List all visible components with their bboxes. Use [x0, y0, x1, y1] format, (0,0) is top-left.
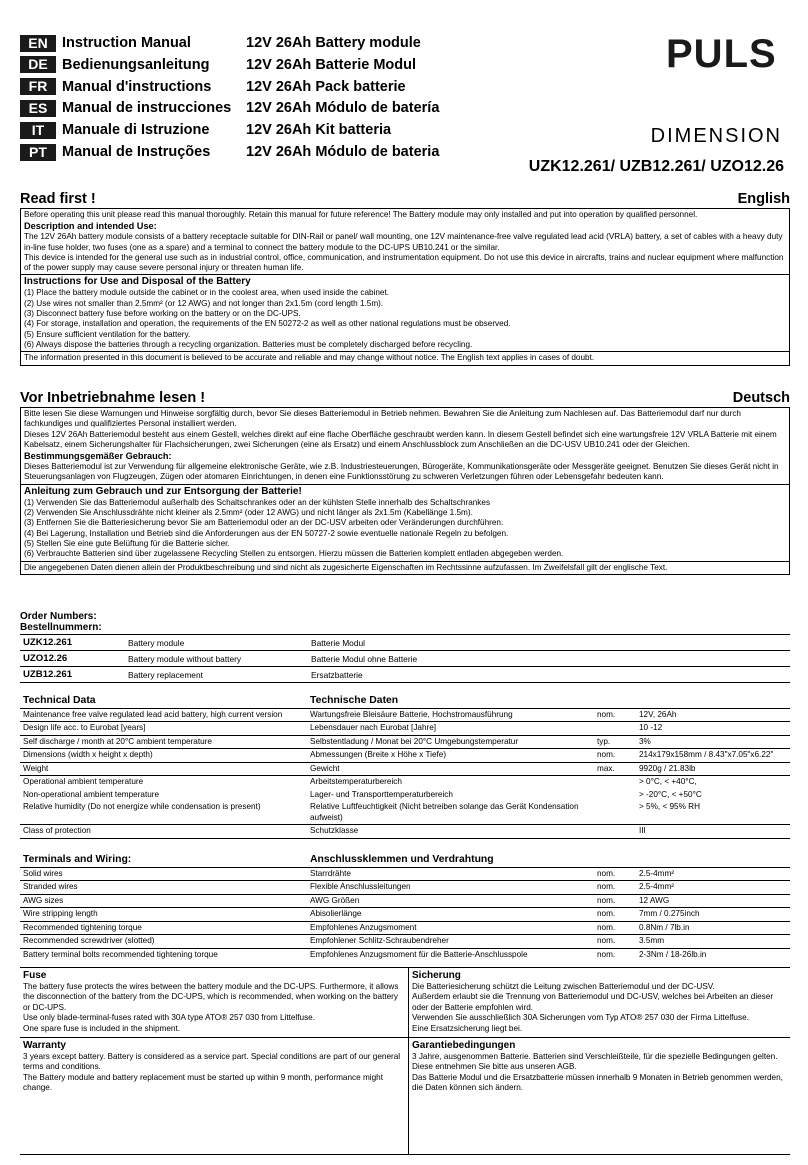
table-row: Non-operational ambient temperature Lager- und Transporttemperaturbereich > -20°C, < +50°C [23, 789, 702, 799]
table-row: Maintenance free valve regulated lead acid battery, high current version Wartungsfreie Bleisäure Batterie, Hochstromausführung nom. 12V, 26Ah [20, 708, 790, 722]
english-instructions-box [20, 208, 790, 366]
anschlussklemmen-heading: Anschlussklemmen und Verdrahtung [307, 852, 594, 867]
product-title: 12V 26Ah Pack batterie [246, 78, 406, 95]
part-numbers: UZK12.261/ UZB12.261/ UZO12.26 [528, 158, 784, 175]
table-row [20, 651, 790, 667]
order-desc-de: Ersatzbatterie [308, 667, 790, 683]
english-use-text2: This device is intended for the general use such as in industrial control, office, communication, and instrumentation equipment. Do not use this device in aircrafts, trains and nuclear equipment where malfunction of the power supply may cause severe personal injury or threaten human life. [24, 252, 784, 273]
terminals-wiring-table [20, 852, 790, 961]
german-instr-1: (1) Verwenden Sie das Batteriemodul außerhalb des Schaltschrankes oder an der kühlsten Stelle innerhalb des Schaltschrankes [24, 497, 491, 507]
table-row: Stranded wires Flexible Anschlussleitungen nom. 2.5-4mm² [20, 881, 790, 895]
table-row: Weight Gewicht max. 9920g / 21.83lb [20, 762, 790, 776]
english-language-label: English [737, 191, 790, 207]
table-row: Design life acc. to Eurobat [years] Lebensdauer nach Eurobat [Jahre] 10 -12 [20, 722, 790, 736]
manual-title: Instruction Manual [62, 35, 191, 51]
english-instr-6: (6) Always dispose the batteries through a recycling organization. Batteries must be completely discharged before recycling. [24, 339, 473, 349]
document-header [20, 34, 790, 184]
manual-title: Manual de Instruções [62, 144, 211, 160]
table-row: Dimensions (width x height x depth) Abmessungen (Breite x Höhe x Tiefe) nom. 214x179x158mm / 8.43"x7.05"x6.22" [20, 749, 790, 763]
fuse-warranty-section [20, 967, 790, 1155]
english-section-header [20, 191, 790, 207]
table-row: Wire stripping length Abisolierlänge nom. 7mm / 0.275inch [20, 908, 790, 922]
german-footer-note: Die angegebenen Daten dienen allein der Produktbeschreibung und sind nicht als zugesicherte Eigenschaften im Rechtssinne aufzufassen. Im Zweifelsfall gilt der englische Text. [24, 562, 668, 572]
language-row-pt [20, 143, 439, 161]
garantie-title: Garantiebedingungen [412, 1040, 516, 1051]
german-intro1: Bitte lesen Sie diese Warnungen und Hinweise sorgfältig durch, bevor Sie dieses Batteriemodul in Betrieb nehmen. Bewahren Sie die Anleitung zum Nachlesen auf. Das Batteriemodul darf nur durch fachkundiges und qualifiziertes Personal installiert werden. [24, 409, 741, 429]
language-code-badge: FR [20, 78, 56, 95]
product-title: 12V 26Ah Battery module [246, 35, 421, 51]
puls-logo-icon [666, 34, 784, 72]
german-intro2: Dieses 12V 26Ah Batteriemodul besteht aus einem Gestell, welches direkt auf eine flache Oberfläche geschraubt werden kann. In diesem Gestell befindet sich eine wartungsfreie 12V VRLA Batterie mit einem Kabelsatz, einem Sicherungshalter für Flachsicherungen, zwei Sicherungen (eine als Ersatz) und einem Anschlussblock zum Anschließen an die DC-USV UB10.241 oder der Gleichen. [24, 429, 777, 449]
german-instr-3: (3) Entfernen Sie die Batteriesicherung bevor Sie am Batteriemodul oder an der DC-USV arbeiten oder Veränderungen durchführen. [24, 518, 504, 528]
read-first-heading: Read first ! [20, 191, 96, 207]
order-title-de: Bestellnummern: [20, 622, 102, 633]
order-desc-de: Batterie Modul ohne Batterie [308, 651, 790, 667]
table-row: Battery terminal bolts recommended tightening torque Empfohlenes Anzugsmoment für die Batterie-Anschlusspole nom. 2-3Nm / 18-26lb.in [23, 949, 707, 959]
language-row-it [20, 121, 391, 139]
english-instr-2: (2) Use wires not smaller than 2.5mm² (or 12 AWG) and not longer than 2x1.5m (cord length 1.5m). [24, 298, 384, 308]
table-row: Solid wires Starrdrähte nom. 2.5-4mm² [20, 867, 790, 881]
product-title: 12V 26Ah Módulo de batería [246, 100, 440, 117]
dimension-series-logo: DIMENSION [650, 125, 782, 147]
manual-title: Manual de instrucciones [62, 100, 232, 117]
english-instructions-title: Instructions for Use and Disposal of the Battery [24, 276, 251, 288]
german-section-header [20, 390, 790, 406]
vor-inbetriebnahme-heading: Vor Inbetriebnahme lesen ! [20, 390, 206, 406]
language-row-en [20, 34, 421, 52]
german-use-text: Dieses Batteriemodul ist zur Verwendung für allgemeine elektronische Geräte, wie z.B. Industriesteuerungen, Bürogeräte, Kommunikationsgeräte oder Messgeräte geeignet. Benutzen Sie dieses Gerät nicht in Steuerungsanlagen von Flugzeugen, Zügen oder atomaren Einrichtungen, in denen eine Funktionsstörung zu schweren Verletzungen führen oder Lebensgefahr bedeuten kann. [24, 462, 779, 482]
order-numbers-title [20, 611, 102, 633]
language-row-fr [20, 78, 406, 96]
table-row: Self discharge / month at 20°C ambient temperature Selbstentladung / Monat bei 20°C Umgebungstemperatur typ. 3% [20, 735, 790, 749]
sicherung-title: Sicherung [412, 970, 461, 981]
table-row: Recommended tightening torque Empfohlenes Anzugsmoment nom. 0.8Nm / 7lb.in [20, 921, 790, 935]
order-desc-en: Battery module without battery [125, 651, 308, 667]
english-use-title: Description and intended Use: [24, 221, 157, 232]
order-numbers-table [20, 634, 790, 683]
table-row [20, 635, 790, 651]
language-code-badge: PT [20, 144, 56, 161]
german-instr-2: (2) Verwenden Sie Anschlussdrähte nicht kleiner als 2.5mm² (oder 12 AWG) und nicht länger als 2x1.5m (Kabellänge 1.5m). [24, 508, 473, 518]
table-row: Class of protection Schutzklasse III [20, 825, 790, 839]
column-divider [408, 968, 409, 1154]
english-instr-5: (5) Ensure sufficient ventilation for the battery. [24, 329, 191, 339]
row-divider [20, 1037, 790, 1038]
table-row: Operational ambient temperature Arbeitstemperaturbereich > 0°C, < +40°C, [23, 777, 697, 786]
order-no: UZB12.261 [20, 667, 125, 683]
english-use-text1: The 12V 26Ah battery module consists of a battery receptacle suitable for DIN-Rail or panel/ wall mounting, one 12V maintenance-free valve regulated lead acid (VRLA) battery, a set of cables with a heavy duty in-line fuse holder, two fuses (one as a spare) and a terminal to connect the battery module to the DC-UPS UB10.241 or the similar. [24, 232, 783, 252]
product-title: 12V 26Ah Módulo de bateria [246, 144, 440, 160]
manual-title: Manuale di Istruzione [62, 122, 210, 139]
language-code-badge: DE [20, 56, 56, 73]
fuse-title: Fuse [23, 970, 47, 981]
warranty-de: Garantiebedingungen 3 Jahre, ausgenommen Batterie. Batterien sind Verschleißteile, für die spezielle Bedingungen gelten. Diese entnehmen Sie bitte aus unseren AGB. Das Batterie Modul und die Ersatzbatterie müssen innerhalb 9 Monaten in Betrieb genommen werden, die Daten können sich ändern. [412, 1039, 788, 1094]
table-row: AWG sizes AWG Größen nom. 12 AWG [20, 894, 790, 908]
order-no: UZK12.261 [20, 635, 125, 651]
order-title-en: Order Numbers: [20, 611, 97, 622]
german-language-label: Deutsch [732, 390, 790, 406]
order-desc-en: Battery module [125, 635, 308, 651]
german-instructions-title: Anleitung zum Gebrauch und zur Entsorgung der Batterie! [24, 485, 302, 497]
order-desc-en: Battery replacement [125, 667, 308, 683]
language-row-es [20, 99, 439, 117]
manual-title: Bedienungsanleitung [62, 56, 210, 73]
language-code-badge: IT [20, 122, 56, 139]
language-code-badge: ES [20, 100, 56, 117]
german-instr-6: (6) Verbrauchte Batterien sind über zugelassene Recycling Stellen zu entsorgen. Hierzu müssen die Batterien komplett entladen abgegeben werden. [24, 549, 564, 559]
english-footer-note: The information presented in this document is believed to be accurate and reliable and may change without notice. The English text applies in cases of doubt. [24, 353, 595, 363]
fuse-de: Sicherung Die Batteriesicherung schützt die Leitung zwischen Batteriemodul und der DC-USV. Außerdem erlaubt sie die Trennung von Batteriemodul und DC-USV, welches bei Arbeiten an dieser oder der Batterie empfohlen wird. Verwenden Sie ausschließlich 30A Sicherungen vom Typ ATO® 257 030 der Firma Littelfuse. Eine Ersatzsicherung liegt bei. [412, 969, 788, 1034]
english-instr-4: (4) For storage, installation and operation, the requirements of the EN 50272-2 as well as other national regulations must be observed. [24, 319, 511, 329]
english-intro: Before operating this unit please read this manual thoroughly. Retain this manual for future reference! The Battery module may only installed and put into operation by qualified personnel. [24, 210, 698, 219]
german-use-title: Bestimmungsgemäßer Gebrauch: [24, 451, 172, 462]
table-row: Relative humidity (Do not energize while condensation is present) Relative Luftfeuchtigkeit (Nicht betreiben solange das Gerät Kondensation aufweist) > 5%, < 95% RH [20, 801, 790, 825]
german-instr-4: (4) Bei Lagerung, Installation und Betrieb sind die Anforderungen aus der EN 50727-2 sowie eventuelle nationale Regeln zu befolgen. [24, 528, 509, 538]
terminals-heading: Terminals and Wiring: [20, 852, 307, 867]
german-instructions-box [20, 407, 790, 575]
english-instr-1: (1) Place the battery module outside the cabinet or in the coolest area, when used inside the cabinet. [24, 288, 390, 298]
product-title: 12V 26Ah Kit batteria [246, 122, 392, 139]
table-row: Recommended screwdriver (slotted) Empfohlener Schlitz-Schraubendreher nom. 3.5mm [20, 935, 790, 949]
english-instr-3: (3) Disconnect battery fuse before working on the battery or on the DC-UPS. [24, 309, 301, 319]
language-row-de [20, 56, 416, 74]
order-no: UZO12.26 [20, 651, 125, 667]
warranty-en: Warranty 3 years except battery. Battery is considered as a service part. Special conditions are part of our general terms and conditions. The Battery module and battery replacement must be started up within 9 month, performance might change. [23, 1039, 406, 1094]
technical-data-heading: Technical Data [20, 693, 307, 708]
product-title: 12V 26Ah Batterie Modul [246, 56, 417, 73]
technische-daten-heading: Technische Daten [307, 693, 594, 708]
warranty-title: Warranty [23, 1040, 66, 1051]
fuse-en: Fuse The battery fuse protects the wires between the battery module and the DC-UPS. Furthermore, it allows the disconnection of the battery from the DC-UPS, which is recommended, when working on the battery or DC-UPS. Use only blade-terminal-fuses rated with 30A type ATO® 257 030 from Littelfuse. One spare fuse is included in the shipment. [23, 969, 406, 1034]
svg-text:PULS: PULS [666, 34, 777, 72]
technical-data-table [20, 693, 790, 839]
language-code-badge: EN [20, 35, 56, 52]
manual-title: Manual d'instructions [62, 78, 212, 95]
table-row [20, 667, 790, 683]
order-desc-de: Batterie Modul [308, 635, 790, 651]
german-instr-5: (5) Stellen Sie eine gute Belüftung für die Batterie sicher. [24, 538, 230, 548]
